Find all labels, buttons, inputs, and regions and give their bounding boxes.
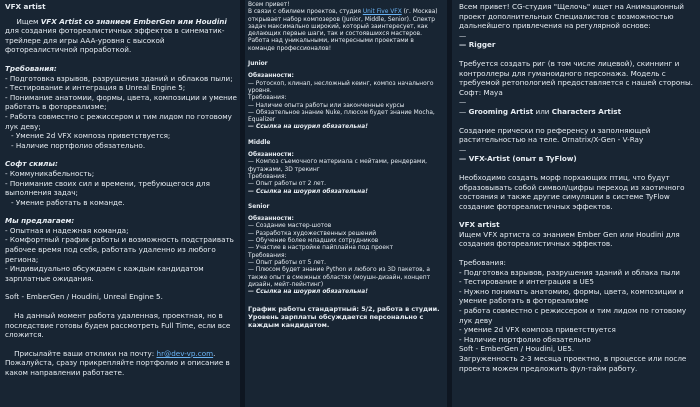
requirements-heading: Требования: [5,63,57,73]
req-item: - Умение 2d VFX композа приветствуется; [11,131,171,141]
senior-duty: — Создание мастер-шотов [248,223,332,230]
junior-req-heading: Требования: [248,95,287,102]
dash-separator: — [459,144,467,154]
studio-intro: Всем привет! CG-студия "Щелочь" ищет на Анимационный проект дополнительных Специалистов с возможностью дальнейшего привлечения на регулярной основе: [459,2,684,31]
offer-item: - Комфортный график работы и возможность подстраивать рабочее время под себя, работать удаленно из любого региона; [5,235,234,264]
senior-duty: — Участие в настройке пайплайна под проект [248,245,394,252]
soft-skills-heading: Софт скилы: [5,159,58,169]
vfx-tyflow-description: Необходимо создать морф порхающих птиц, что будут образовывать собой символ/цифры переход из хаотичного состояния и также другие симуляции в системе TyFlow создание фотореалистичных эффектов. [459,172,685,211]
email-link[interactable]: hr@dev-vp.com [156,348,214,358]
req-item: - Работа совместно с режиссером и тим лидом по готовому лук деву; [5,111,232,131]
junior-heading: Junior [248,61,268,68]
req-item: - Подготовка взрывов, разрушения зданий и облаков пыли; [5,73,233,83]
dash-separator: — [459,97,467,107]
junior-note: — Ссылка на шоурил обязательна! [248,124,368,131]
schedule-note: График работы стандартный: 5/2, работа в студии. Уровень зарплаты обсуждается персонально с каждым кандидатом. [248,305,440,330]
software-line: Soft - EmberGen / Houdini, UE5. [459,344,575,354]
contact-line: Присылайте ваши отклики на почту: hr@dev-vp.com. Пожалуйста, сразу прикрепляйте портфолио и описание в каком направлении работаете. [5,348,230,377]
middle-duty: — Композ съемочного материала с мейтами, рендерами, футажами, 3D трекинг [248,159,428,173]
soft-item: - Понимание своих сил и времени, требующегося для выполнения задач; [5,178,210,198]
offer-heading: Мы предлагаем: [5,216,75,226]
workload-note: Загруженность 2-3 месяца проектно, в процессе или после проекта можем предложить фул-тайм работу. [459,354,687,373]
message-title: VFX artist [5,2,46,11]
middle-req: — Опыт работы от 2 лет. [248,181,326,188]
dash-separator: — [459,30,467,40]
req-item: - работа совместно с режиссером и тим лидом по готовому лук деву [459,306,687,325]
req-item: - Подготовка взрывов, разрушения зданий и облака пыли [459,267,680,277]
req-item: - Наличие портфолио обязательно. [11,140,146,150]
grooming-heading: — Grooming Artist или Characters Artist [459,106,622,116]
senior-heading: Senior [248,203,270,210]
junior-req: — Наличие опыта работы или законченные курсы [248,102,405,109]
message-vfx-artist-embergen [0,0,240,407]
req-item: - Наличие портфолио обязательно [459,334,591,344]
middle-duties-heading: Обязанности: [248,152,294,159]
rigger-heading: — Rigger [459,40,496,50]
middle-req-heading: Требования: [248,173,287,180]
req-item: - Понимание анатомии, формы, цвета, композиции и умение работать в фотореализме; [5,92,237,112]
vfx-artist-heading: VFX artist [459,220,500,230]
soft-item: - Коммуникабельность; [5,168,95,178]
rigger-description: Требуется создать риг (в том числе лицевой), скиннинг и контроллеры для гуманоидного персонажа. Модель с требуемой ретопологией предоставляется с нашей стороны. Софт: Maya [459,58,693,97]
message-unit-five-vfx [244,0,446,407]
requirements-heading: Требования: [459,258,506,268]
req-item: - Тестирование и интеграция в Unreal Engine 5; [5,83,186,93]
junior-duties-heading: Обязанности: [248,73,294,80]
message-shchelochy-studio [453,0,700,407]
middle-note: — Ссылка на шоурил обязательна! [248,188,368,195]
greeting: Всем привет! [248,2,290,8]
vfx-tyflow-heading: — VFX-Artist (опыт в TyFlow) [459,154,577,164]
senior-req-heading: Требования: [248,252,287,259]
remote-note: На данный момент работа удаленная, проектная, но в последствие готовы будем рассмотреть Full Time, если все сложится. [5,311,231,340]
req-item: - умение 2d VFX композа приветствуется [459,325,616,335]
middle-heading: Middle [248,139,271,146]
junior-duty: — Ротоскоп, клинап, несложный кеинг, композ начального уровня. [248,80,434,94]
soft-item: - Умение работать в команде. [11,197,125,207]
req-item: - Тестирование и интеграция в UE5 [459,277,594,287]
req-item: - Нужно понимать анатомию, формы, цвета, композиции и умение работать в фотореализме [459,286,684,306]
senior-duty: — Разработка художественных решений [248,230,377,237]
offer-item: - Опытная и надежная команда; [5,225,129,235]
senior-req: — Опыт работы от 5 лет. [248,259,326,266]
message-intro: Ищем VFX Artist со знанием EmberGen или Houdini для создания фотореалистичных эффектов в синематик-трейлере для игры AAA-уровня с высокой фотореалистичной проработкой. [5,16,227,55]
studio-link[interactable]: Unit Five VFX [362,9,402,16]
vfx-artist-intro: Ищем VFX артиста со знанием Ember Gen или Houdini для создания фотореалистичных эффектов. [459,229,680,249]
junior-req: — Обязательное знание Nuke, плюсом будет знание Mocha, Equalizer [248,109,435,124]
offer-item: - Индивидуально обсуждаем с каждым кандидатом зарплатные ожидания. [5,264,204,283]
software-line: Soft - EmberGen / Houdini, Unreal Engine 5. [5,292,163,302]
studio-intro: В связи с обилием проектов, студия Unit Five VFX (г. Москва) открывает набор композеров (Junior, Middle, Senior). Спектр задач максимально широкий, который заинтересует, как делающих первые шаги, так и состоявшихся мастеров. Работа над уникальными, интересными проектами в команде профессионалов! [248,9,438,52]
senior-req: — Плюсом будет знание Python и любого из 3D пакетов, а также опыт в смежных областях (моушн-дизайн, концепт дизайн, мейт-пейнтинг) [248,267,431,288]
column-divider [447,0,452,407]
senior-note: — Ссылка на шоурил обязательна! [248,289,368,296]
senior-duties-heading: Обязанности: [248,216,294,223]
grooming-description: Создание прически по референсу и заполняющей растительностью на теле. Ornatrix/X-Gen - V-Ray [459,125,651,145]
senior-duty: — Обучение более младших сотрудников [248,238,379,245]
